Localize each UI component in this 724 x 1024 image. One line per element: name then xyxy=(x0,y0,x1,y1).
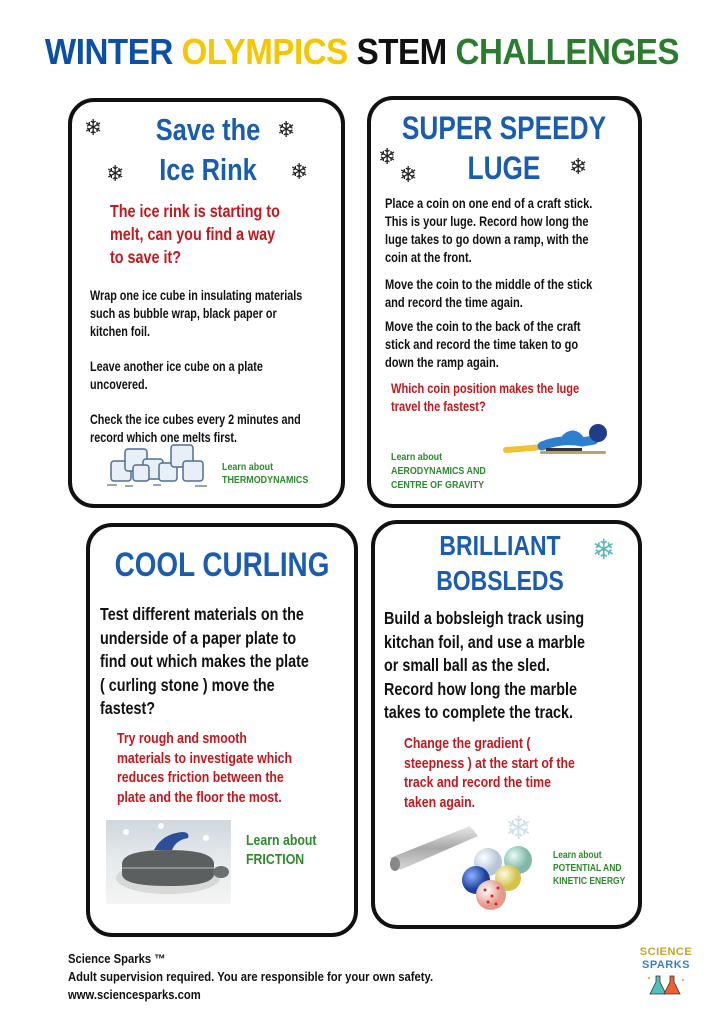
footer-website-link[interactable]: www.sciencesparks.com xyxy=(68,988,201,1002)
question-line: to save it? xyxy=(110,247,181,267)
snowflake-icon: ❄ xyxy=(592,534,616,565)
question-line: The ice rink is starting to xyxy=(110,201,280,221)
body-line: Build a bobsleigh track using xyxy=(384,608,585,628)
card-body xyxy=(100,603,309,721)
body-line: find out which makes the plate xyxy=(100,651,309,671)
question-line: travel the fastest? xyxy=(391,399,486,414)
title-word-winter: WINTER xyxy=(44,31,173,72)
step-line: Wrap one ice cube in insulating materials xyxy=(90,288,303,303)
learn-topic: FRICTION xyxy=(246,852,305,868)
footer-safety-notice: Adult supervision required. You are responsible for your own safety. xyxy=(68,970,434,984)
learn-topic: KINETIC ENERGY xyxy=(553,876,626,887)
step-line: Leave another ice cube on a plate xyxy=(90,359,263,374)
learn-label: Learn about xyxy=(391,451,443,463)
footer xyxy=(68,950,474,1004)
learn-label: Learn about xyxy=(553,850,602,861)
body-line: fastest? xyxy=(100,698,156,718)
title-word-olympics: OLYMPICS xyxy=(181,31,348,72)
snowflake-icon: ❄ xyxy=(277,117,296,142)
learn-about xyxy=(222,461,308,487)
learn-label: Learn about xyxy=(222,461,274,473)
snowflake-icon: ❄ xyxy=(290,159,309,184)
body-line: underside of a paper plate to xyxy=(100,627,297,648)
step-line: stick and record the time taken to go xyxy=(385,337,579,352)
question-line: track and record the time xyxy=(404,774,551,791)
question-line: plate and the floor the most. xyxy=(117,788,282,806)
snowflake-icon: ❄ xyxy=(106,161,125,186)
logo-text: SPARKS xyxy=(641,959,691,971)
card-question xyxy=(110,200,280,269)
card-title-line2: Ice Rink xyxy=(159,152,257,187)
step-line: such as bubble wrap, black paper or xyxy=(90,306,277,321)
card-title-line1: BRILLIANT xyxy=(439,530,561,561)
question-line: materials to investigate which xyxy=(117,749,292,767)
card-question xyxy=(404,734,575,812)
title-word-challenges: CHALLENGES xyxy=(455,31,680,72)
step-line: Check the ice cubes every 2 minutes and xyxy=(90,412,301,427)
card-title-line1: SUPER SPEEDY xyxy=(401,110,607,146)
foil-and-marbles-image xyxy=(390,822,550,917)
step-line: record which one melts first. xyxy=(90,430,238,445)
question-line: Change the gradient ( xyxy=(404,735,531,752)
luge-athlete-image xyxy=(502,420,612,460)
card-question xyxy=(117,729,292,807)
step-line: This is your luge. Record how long the xyxy=(385,214,589,229)
learn-label: Learn about xyxy=(246,833,317,849)
learn-topic: POTENTIAL AND xyxy=(553,863,622,874)
question-line: melt, can you find a way xyxy=(110,224,276,244)
step-line: coin at the front. xyxy=(385,250,472,265)
page-title xyxy=(29,30,695,74)
step-line: uncovered. xyxy=(90,377,148,392)
body-line: kitchan foil, and use a marble xyxy=(384,631,585,652)
learn-topic: CENTRE OF GRAVITY xyxy=(391,479,485,491)
body-line: takes to complete the track. xyxy=(384,702,574,722)
question-line: Which coin position makes the luge xyxy=(391,381,580,396)
card-title-line2: BOBSLEDS xyxy=(436,565,564,596)
question-line: reduces friction between the xyxy=(117,769,284,786)
logo-text: SCIENCE xyxy=(639,946,693,958)
snowflake-icon: ❄ xyxy=(84,115,103,140)
card-title: COOL CURLING xyxy=(114,546,330,584)
step-line: Move the coin to the back of the craft xyxy=(385,319,581,334)
footer-brand: Science Sparks ™ xyxy=(68,952,166,966)
step-line: Place a coin on one end of a craft stick. xyxy=(385,196,593,211)
question-line: steepness ) at the start of the xyxy=(404,754,575,772)
step-line: and record the time again. xyxy=(385,295,523,310)
body-line: ( curling stone ) move the xyxy=(100,674,275,695)
snowflake-icon: ❄ xyxy=(378,144,397,169)
card-title-line1: Save the xyxy=(155,112,261,147)
card-steps xyxy=(90,287,302,447)
title-word-stem: STEM xyxy=(356,31,447,72)
curling-stone-image xyxy=(106,820,231,904)
question-line: taken again. xyxy=(404,793,476,811)
step-line: Move the coin to the middle of the stick xyxy=(385,277,593,292)
step-line: down the ramp again. xyxy=(385,355,499,370)
learn-topic: AERODYNAMICS AND xyxy=(391,465,486,477)
step-line: luge takes to go down a ramp, with the xyxy=(385,232,589,247)
snowflake-icon: ❄ xyxy=(569,154,588,179)
ice-cubes-image xyxy=(103,443,213,488)
science-sparks-logo xyxy=(637,946,695,1006)
card-question xyxy=(391,380,579,416)
card-body xyxy=(384,607,585,725)
learn-about xyxy=(391,450,486,492)
learn-about xyxy=(246,832,317,870)
learn-about xyxy=(553,849,625,888)
body-line: Test different materials on the xyxy=(100,604,304,624)
card-steps xyxy=(385,195,592,372)
snowflake-icon: ❄ xyxy=(399,162,418,187)
question-line: Try rough and smooth xyxy=(117,730,247,747)
card-title-line2: LUGE xyxy=(467,150,541,186)
body-line: Record how long the marble xyxy=(384,678,577,699)
step-line: kitchen foil. xyxy=(90,324,151,339)
snowflake-icon: ❄ xyxy=(505,810,532,846)
body-line: or small ball as the sled. xyxy=(384,655,550,675)
learn-topic: THERMODYNAMICS xyxy=(222,474,309,486)
flask-icon xyxy=(646,972,686,998)
